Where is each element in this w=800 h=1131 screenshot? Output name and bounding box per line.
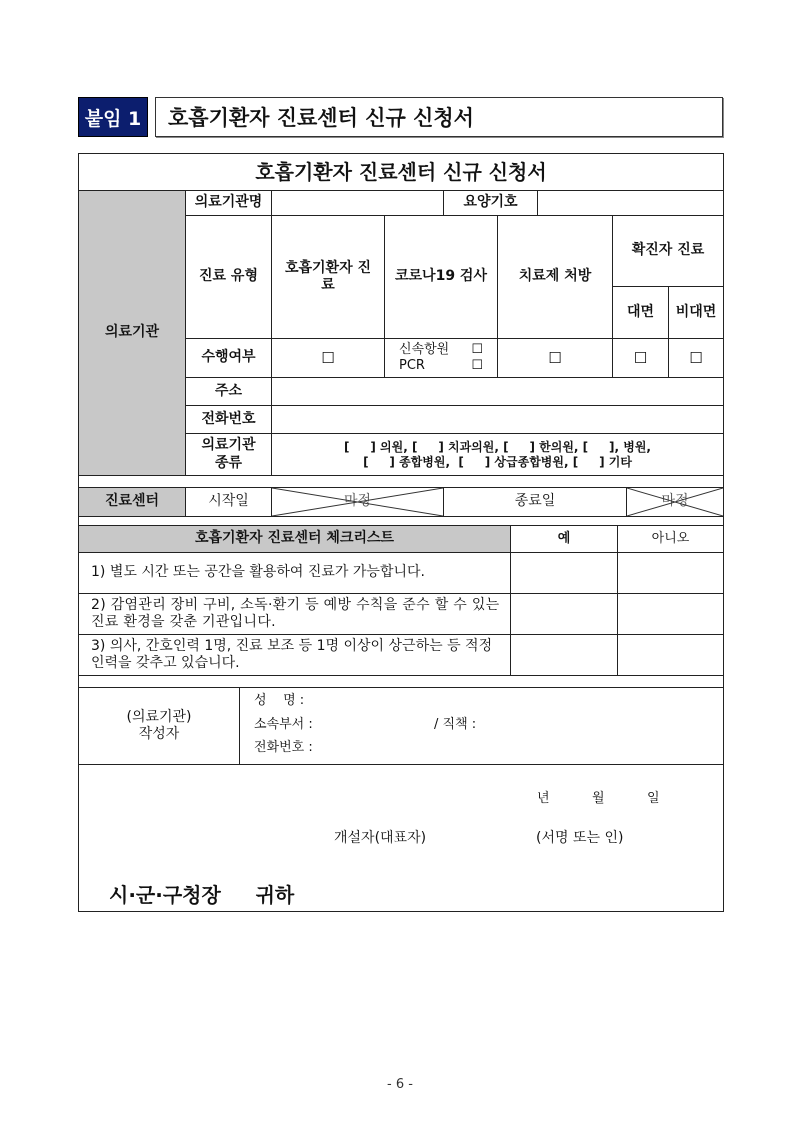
founder-label: 개설자(대표자) xyxy=(334,830,427,846)
checklist-no-header: 아니오 xyxy=(617,525,724,553)
signature-field[interactable]: (서명 또는 인) xyxy=(536,830,624,846)
checklist-yes-cell[interactable] xyxy=(510,634,618,676)
page-title: 호흡기환자 진료센터 신규 신청서 xyxy=(155,97,723,137)
phone-input[interactable] xyxy=(271,405,724,434)
performed-label: 수행여부 xyxy=(185,338,272,378)
checklist-yes-cell[interactable] xyxy=(510,552,618,594)
writer-name-field[interactable]: 성 명 : xyxy=(254,693,305,708)
institution-name-input[interactable] xyxy=(271,190,444,216)
checklist-yes-cell[interactable] xyxy=(510,593,618,635)
date-day[interactable]: 일 xyxy=(647,791,660,806)
care-type-treatment: 치료제 처방 xyxy=(497,215,613,339)
start-date-field[interactable] xyxy=(271,487,444,517)
pcr-label: PCR xyxy=(399,358,425,373)
performed-treatment-checkbox[interactable]: ☐ xyxy=(497,338,613,378)
checklist-yes-header: 예 xyxy=(510,525,618,553)
writer-label xyxy=(78,687,240,765)
start-date-label: 시작일 xyxy=(185,487,272,517)
writer-fields xyxy=(239,687,724,765)
checklist-no-cell[interactable] xyxy=(617,552,724,594)
rapid-antigen-label: 신속항원 xyxy=(399,341,450,357)
address-input[interactable] xyxy=(271,377,724,406)
institution-type-options[interactable] xyxy=(271,433,724,476)
writer-position-field[interactable]: / 직책 : xyxy=(434,717,477,732)
writer-phone-field[interactable]: 전화번호 : xyxy=(254,740,313,755)
institution-section-label: 의료기관 xyxy=(78,190,186,476)
pcr-option[interactable] xyxy=(399,358,483,374)
care-code-label: 요양기호 xyxy=(443,190,538,216)
start-date-value: 마정 xyxy=(343,493,372,510)
writer-label-line2: 작성자 xyxy=(138,726,180,742)
checklist-item: 2) 감염관리 장비 구비, 소독·환기 등 예방 수칙을 준수 할 수 있는 진료 환경을 갖춘 기관입니다. xyxy=(78,593,511,635)
checklist-no-cell[interactable] xyxy=(617,593,724,635)
institution-type-line2: [ ] 종합병원, [ ] 상급종합병원, [ ] 기타 xyxy=(363,454,632,469)
performed-in-person-checkbox[interactable]: ☐ xyxy=(612,338,669,378)
strike-x-icon xyxy=(627,488,723,516)
institution-type-label: 의료기관 종류 xyxy=(185,433,272,476)
care-type-covid-test: 코로나19 검사 xyxy=(384,215,498,339)
pcr-checkbox[interactable]: ☐ xyxy=(471,358,483,373)
care-type-label: 진료 유형 xyxy=(185,215,272,339)
address-label: 주소 xyxy=(185,377,272,406)
strike-x-icon xyxy=(272,488,443,516)
writer-dept-field[interactable]: 소속부서 : xyxy=(254,717,313,732)
rapid-antigen-checkbox[interactable]: ☐ xyxy=(471,341,483,357)
addressee: 시·군·구청장 귀하 xyxy=(109,883,295,907)
institution-type-line1: [ ] 의원, [ ] 치과의원, [ ] 한의원, [ ], 병원, xyxy=(344,439,651,454)
checklist-no-cell[interactable] xyxy=(617,634,724,676)
end-date-value: 마정 xyxy=(661,493,689,510)
phone-label: 전화번호 xyxy=(185,405,272,434)
performed-remote-checkbox[interactable]: ☐ xyxy=(668,338,724,378)
end-date-label: 종료일 xyxy=(443,487,627,517)
writer-label-line1: (의료기관) xyxy=(126,708,192,725)
covid-test-options xyxy=(384,338,498,378)
form-title: 호흡기환자 진료센터 신규 신청서 xyxy=(78,153,724,191)
checklist-item: 1) 별도 시간 또는 공간을 활용하여 진료가 가능합니다. xyxy=(78,552,511,594)
care-type-confirmed: 확진자 진료 xyxy=(612,215,724,287)
institution-name-label: 의료기관명 xyxy=(185,190,272,216)
confirmed-in-person: 대면 xyxy=(612,286,669,339)
care-code-input[interactable] xyxy=(537,190,724,216)
care-type-respiratory: 호흡기환자 진료 xyxy=(271,215,385,339)
end-date-field[interactable] xyxy=(626,487,724,517)
date-month[interactable]: 월 xyxy=(592,791,605,806)
date-year[interactable]: 년 xyxy=(537,791,550,806)
checklist-header: 호흡기환자 진료센터 체크리스트 xyxy=(78,525,511,553)
signature-section xyxy=(78,764,724,912)
confirmed-remote: 비대면 xyxy=(668,286,724,339)
performed-respiratory-checkbox[interactable]: ☐ xyxy=(271,338,385,378)
center-label: 진료센터 xyxy=(78,487,186,517)
rapid-antigen-option[interactable] xyxy=(399,342,483,358)
checklist-item: 3) 의사, 간호인력 1명, 진료 보조 등 1명 이상이 상근하는 등 적정 인력을 갖추고 있습니다. xyxy=(78,634,511,676)
page-number: - 6 - xyxy=(387,1077,413,1092)
attachment-badge: 붙임 1 xyxy=(78,97,148,137)
